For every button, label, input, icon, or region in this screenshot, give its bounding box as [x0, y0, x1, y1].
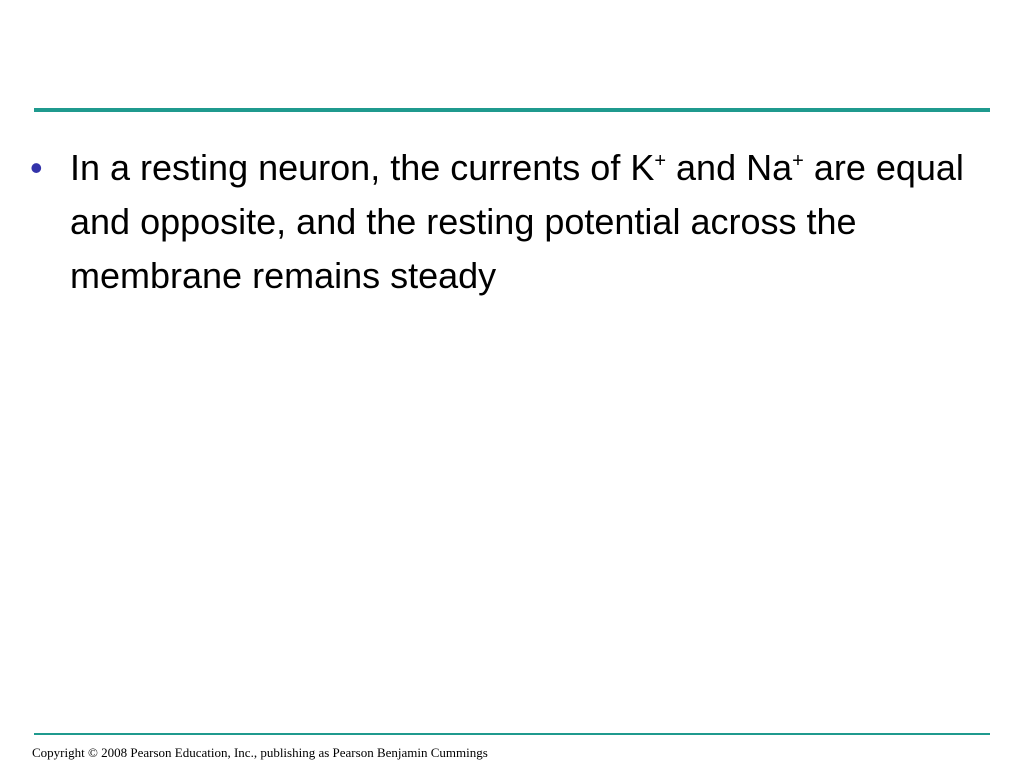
bullet-icon: • — [30, 147, 43, 188]
bullet-text-part1: In a resting neuron, the currents of K — [70, 147, 655, 188]
bullet-text-part3: are equal and opposite, and the resting potential across the membrane remains steady — [70, 147, 964, 296]
bullet-item — [26, 141, 986, 303]
superscript-plus-na: + — [792, 150, 804, 172]
superscript-plus-k: + — [654, 150, 667, 172]
top-divider — [34, 108, 990, 112]
bullet-text-part2: and Na — [666, 147, 793, 188]
bottom-divider — [34, 733, 990, 735]
copyright-text: Copyright © 2008 Pearson Education, Inc., publishing as Pearson Benjamin Cummings — [32, 745, 488, 760]
bullet-list — [26, 141, 986, 303]
